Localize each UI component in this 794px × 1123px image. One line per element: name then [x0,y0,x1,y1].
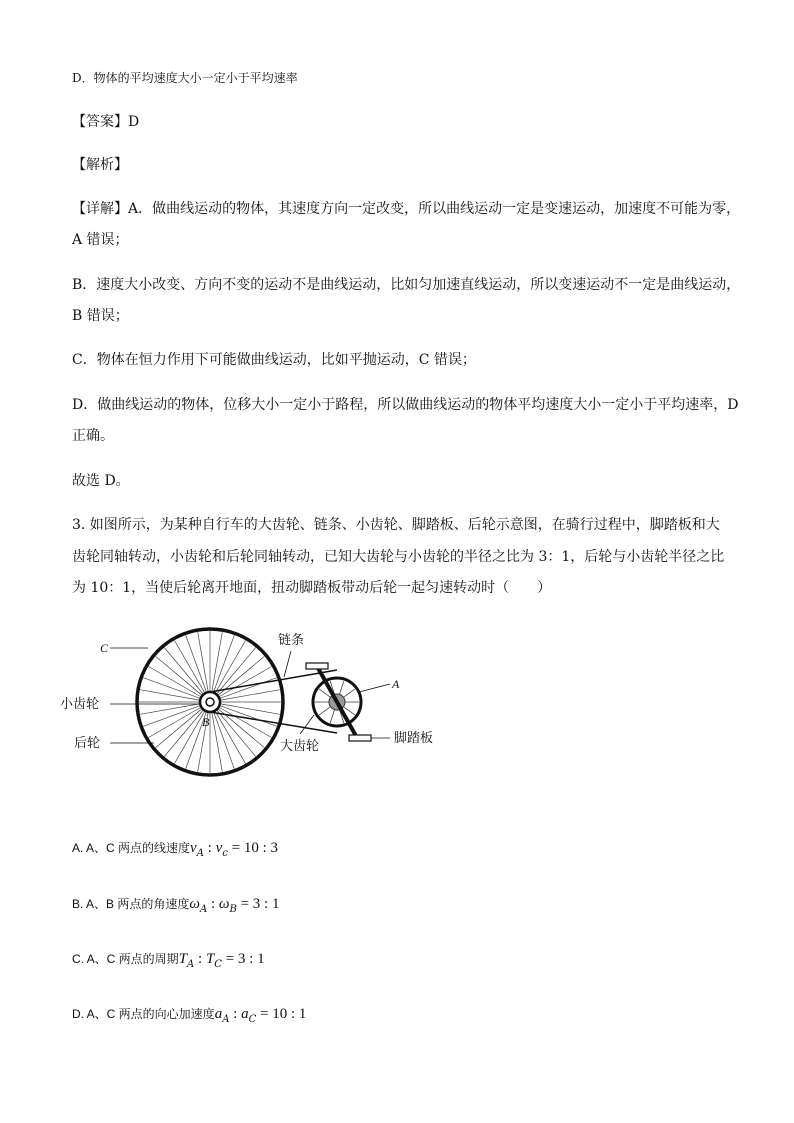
math-symbol: T [178,951,188,967]
math-sub: B [229,903,237,915]
pedal [349,735,371,741]
label-a: A [392,677,400,691]
pedal [306,663,328,669]
math-ratio: = 3 : 1 [236,896,280,912]
math-symbol: a [241,1006,249,1022]
math-symbol: ω [189,896,200,912]
q3-stem-line: 3. 如图所示，为某种自行车的大齿轮、链条、小齿轮、脚踏板、后轮示意图，在骑行过程中，脚踏板和大 [72,517,720,533]
math-sub: A [199,903,208,915]
label-small-gear: 小齿轮 [60,697,100,712]
detail-line: D．做曲线运动的物体，位移大小一定小于路程，所以做曲线运动的物体平均速度大小一定小于平均速率，D [72,397,739,413]
detail-line: 故选 D。 [72,473,130,489]
option-label: D. A、C 两点的向心加速度 [72,1007,215,1021]
label-chain: 链条 [278,633,305,648]
detail-line: 正确。 [72,428,114,444]
option-a: A. A、C 两点的线速度$v_A$ : $v_c = 10$ : 3 [72,840,279,859]
detail-line: A 错误； [72,232,129,248]
analysis-title: 【解析】 [72,157,128,173]
bicycle-gear-diagram [60,620,440,790]
math-symbol: v [215,840,223,856]
answer-line: 【答案】D [72,114,140,130]
math-symbol: ω [218,896,230,912]
detail-line: B．速度大小改变、方向不变的运动不是曲线运动，比如匀加速直线运动，所以变速运动不一定是曲线运动， [72,277,741,293]
rear-wheel [137,629,283,775]
math-symbol: T [205,951,215,967]
label-b: B [202,715,210,729]
detail-line: B 错误； [72,308,129,324]
detail-line: C．物体在恒力作用下可能做曲线运动，比如平抛运动，C 错误； [72,352,476,368]
math-sub: c [222,847,228,859]
q3-stem-line: 为 10：1，当使后轮离开地面，扭动脚踏板带动后轮一起匀速转动时（ ） [72,580,552,596]
math-ratio: = 3 : 1 [221,951,265,967]
label-c: C [100,641,109,655]
option-d: D. A、C 两点的向心加速度$a_A$ : $a_C = 10$ : 1 [72,1006,307,1025]
option-label: C. A、C 两点的周期 [72,952,179,966]
prev-option-d: D．物体的平均速度大小一定小于平均速率 [72,71,298,85]
label-rear-wheel: 后轮 [74,736,101,751]
option-b: B. A、B 两点的角速度$\omega_A$ : $\omega_B = 3$ : 1 [72,896,280,915]
option-label: B. A、B 两点的角速度 [72,897,190,911]
label-big-gear: 大齿轮 [280,739,320,754]
label-pedal: 脚踏板 [394,731,434,746]
math-ratio: = 10 : 3 [227,840,279,856]
q3-stem-line: 齿轮同轴转动，小齿轮和后轮同轴转动，已知大齿轮与小齿轮的半径之比为 3：1，后轮与小齿轮半径之比 [72,549,725,565]
math-ratio: = 10 : 1 [256,1006,307,1022]
math-sub: C [248,1013,257,1025]
math-symbol: a [214,1006,223,1022]
math-sub: A [187,958,195,970]
math-sub: A [196,847,204,859]
math-sub: C [214,958,222,970]
option-c: C. A、C 两点的周期$T_A$ : $T_C = 3$ : 1 [72,951,265,970]
option-label: A. A、C 两点的线速度 [72,841,191,855]
math-sub: A [222,1013,230,1025]
math-symbol: v [190,840,197,856]
detail-line: 【详解】A．做曲线运动的物体，其速度方向一定改变，所以曲线运动一定是变速运动，加速度不可能为零， [72,201,741,217]
